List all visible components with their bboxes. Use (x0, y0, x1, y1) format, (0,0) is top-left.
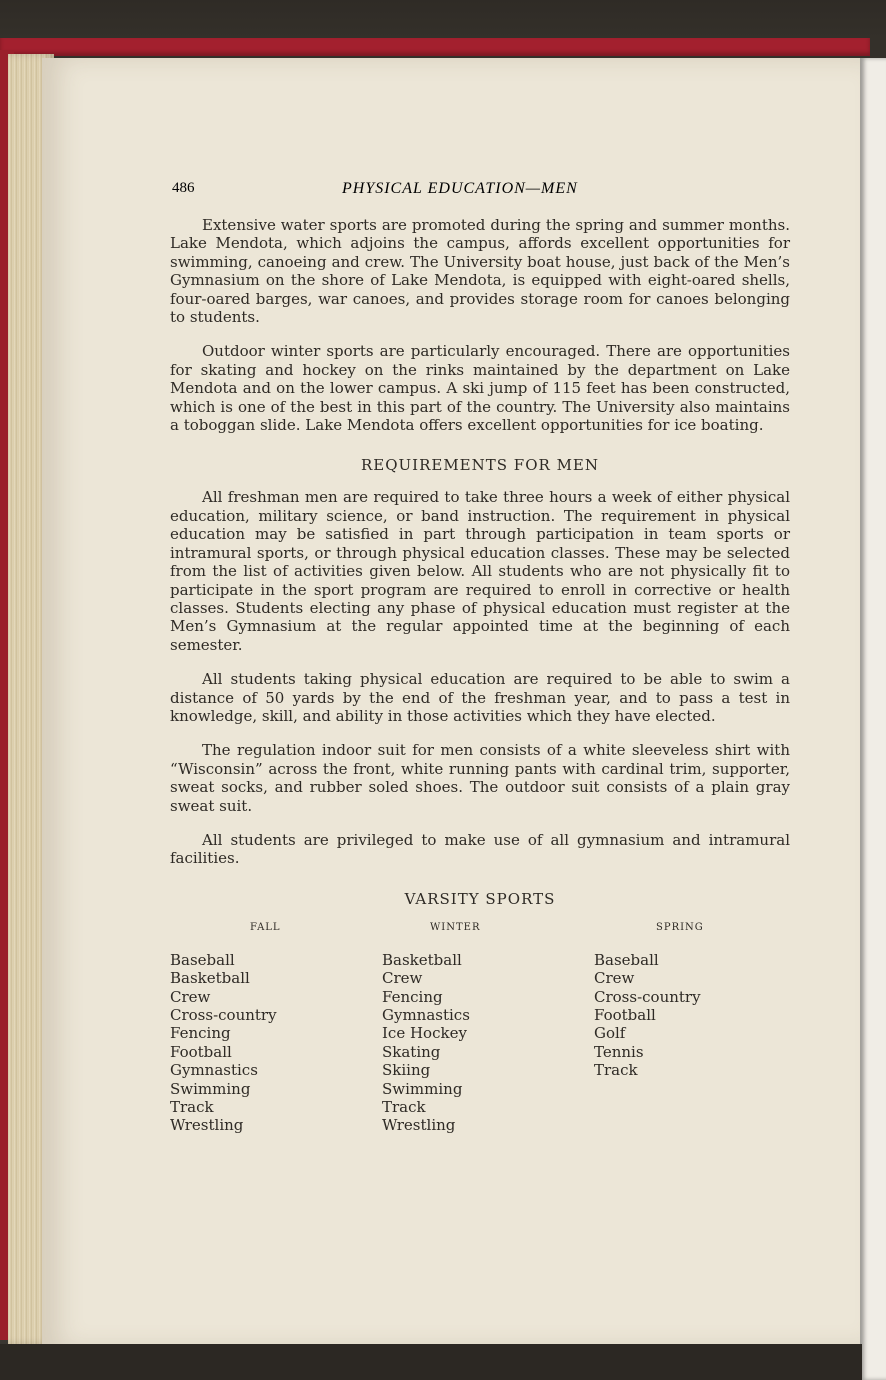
list-item: Ice Hockey (382, 1024, 467, 1043)
list-item: Skiing (382, 1061, 431, 1080)
list-item: Fencing (170, 1024, 231, 1043)
book-cover-top-edge (0, 38, 870, 56)
list-item: Wrestling (170, 1116, 244, 1135)
spring-column-heading: SPRING (656, 921, 704, 933)
spring-column (594, 922, 704, 1080)
paragraph-water-sports: Extensive water sports are promoted during the spring and summer months. Lake Mendota, which adjoins the campus, affords excellent opportunities for swimming, canoeing and crew. The University boat house, just back of the Men’s Gymnasium on the shore of Lake Mendota, is equipped with eight-oared shells, four-oared barges, war canoes, and provides storage room for canoes belonging to students. (170, 216, 790, 327)
paragraph-regulation-suit: The regulation indoor suit for men consists of a white sleeveless shirt with “Wisconsin” across the front, white running pants with cardinal trim, supporter, sweat socks, and rubber soled shoes. The outdoor suit consists of a plain gray sweat suit. (170, 741, 790, 815)
list-item: Track (382, 1098, 426, 1117)
winter-sports-list (382, 951, 480, 1135)
running-head: PHYSICAL EDUCATION—MEN (342, 180, 578, 197)
scan-background-bottom (0, 1344, 862, 1380)
list-item: Skating (382, 1042, 441, 1061)
list-item: Swimming (170, 1079, 251, 1098)
winter-column-heading: WINTER (430, 921, 481, 933)
paragraph-freshman-requirement: All freshman men are required to take three hours a week of either physical education, military science, or band instruction. The requirement in physical education may be satisfied in part through participation in team sports or intramural sports, or through physical education classes. These may be selected from the list of activities given below. All students who are not physically fit to participate in the sport program are required to enroll in corrective or health classes. Students electing any phase of physical education must register at the Men’s Gymnasium at the regular appointed time at the beginning of each semester. (170, 488, 790, 654)
paragraph-facilities: All students are privileged to make use of all gymnasium and intramural facilities. (170, 830, 790, 868)
spring-sports-list (594, 951, 704, 1080)
list-item: Football (594, 1006, 656, 1024)
list-item: Basketball (382, 950, 462, 969)
list-item: Cross-country (594, 987, 701, 1006)
fall-sports-list (170, 951, 281, 1135)
list-item: Gymnastics (382, 1006, 470, 1024)
paragraph-swim-requirement: All students taking physical education are required to be able to swim a distance of 50 yards by the end of the freshman year, and to pass a test in knowledge, skill, and ability in those activities which they have elected. (170, 670, 790, 725)
list-item: Swimming (382, 1079, 463, 1098)
list-item: Cross-country (170, 1006, 277, 1024)
list-item: Baseball (170, 950, 235, 969)
list-item: Golf (594, 1024, 626, 1043)
list-item: Tennis (594, 1042, 644, 1061)
paragraph-winter-sports: Outdoor winter sports are particularly encouraged. There are opportunities for skating and hockey on the rinks maintained by the department on Lake Mendota and on the lower campus. A ski jump of 115 feet has been constructed, which is one of the best in this part of the country. The University also maintains a toboggan slide. Lake Mendota offers excellent opportunities for ice boating. (170, 342, 790, 435)
page-number: 486 (172, 180, 195, 196)
list-item: Baseball (594, 950, 659, 969)
page-body (170, 216, 790, 1152)
list-item: Track (170, 1098, 214, 1117)
list-item: Fencing (382, 987, 443, 1006)
varsity-sports-heading: VARSITY SPORTS (404, 889, 556, 908)
requirements-heading: REQUIREMENTS FOR MEN (360, 456, 600, 475)
winter-column (382, 922, 480, 1135)
list-item: Crew (170, 987, 211, 1006)
list-item: Gymnastics (170, 1061, 258, 1080)
list-item: Basketball (170, 969, 250, 988)
fall-column (170, 922, 281, 1135)
list-item: Crew (382, 969, 423, 988)
list-item: Track (594, 1061, 638, 1080)
varsity-sports-table (170, 922, 790, 1152)
fall-column-heading: FALL (250, 921, 281, 933)
list-item: Crew (594, 969, 635, 988)
list-item: Football (170, 1042, 232, 1061)
list-item: Wrestling (382, 1116, 456, 1135)
facing-page-edge (860, 58, 886, 1380)
